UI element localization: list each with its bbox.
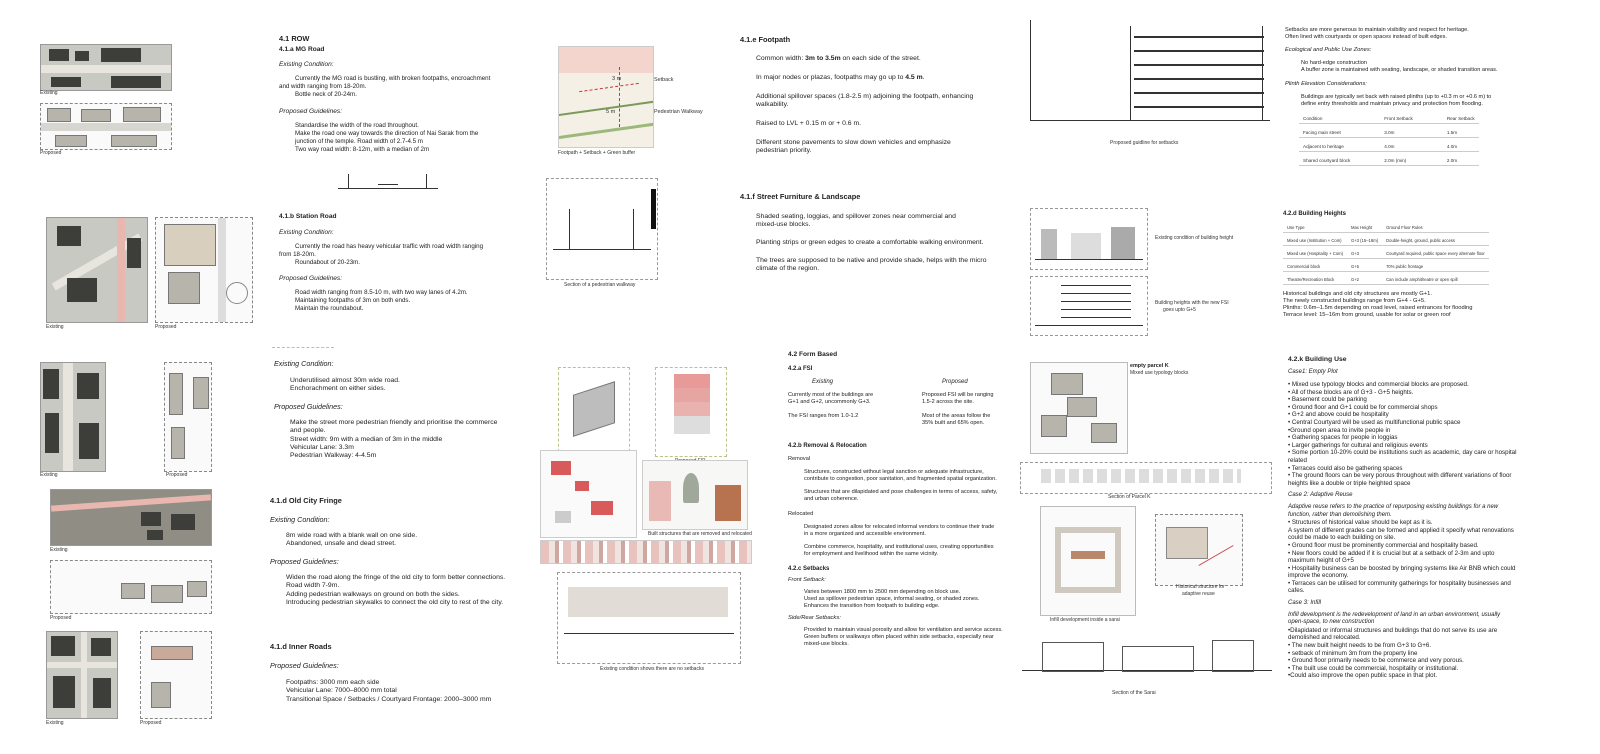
mg-existing-line: Bottle neck of 20-24m.: [295, 91, 357, 98]
row-section: [279, 34, 529, 154]
inner-existing-map: [46, 631, 118, 719]
list-item: •Ground open area to invite people in: [1288, 426, 1391, 434]
walkway-label: Pedestrian Walkway: [654, 109, 703, 115]
height-new-caption: Building heights with the new FSI: [1155, 300, 1229, 306]
table-cell: Mixed use (Hospitality + Com): [1283, 246, 1347, 259]
walkway-section-drawing: [546, 178, 658, 280]
proposed-fsi-diagram: [655, 367, 727, 457]
eco-head: Ecological and Public Use Zones:: [1285, 47, 1372, 53]
table-cell: 1.5m: [1417, 124, 1479, 138]
relocated-line: for employment and livelihood within the same vicinity.: [804, 551, 939, 557]
list-item: • Basement could be parking: [1288, 396, 1367, 404]
setbacks-continued: [1285, 27, 1515, 166]
parcel-k-section: [1020, 462, 1272, 494]
mg-existing-label: Existing Condition:: [279, 61, 334, 68]
table-header: Front Setback: [1354, 114, 1417, 124]
table-header: Use Type: [1283, 223, 1347, 233]
setback-table: [1299, 114, 1479, 166]
station-proposed-caption: Proposed: [155, 324, 177, 330]
fsi-existing-head: Existing: [812, 379, 834, 385]
removal-section: [642, 460, 748, 530]
list-item: • Ground floor primarily needs to be commerce and very porous.: [1288, 657, 1464, 665]
setback-intro-line: Setbacks are more generous to maintain visibility and respect for heritage.: [1285, 27, 1469, 33]
list-item: •Could also improve the open public space in that plot.: [1288, 672, 1438, 680]
mid-proposed-plan: [164, 362, 212, 472]
height-new-caption: goes upto G+5: [1163, 307, 1196, 313]
mg-proposed-label: Proposed Guidelines:: [279, 108, 343, 115]
inner-proposed-line: Transitional Space / Setbacks / Courtyard Frontage: 2000–3000 mm: [286, 695, 492, 703]
mg-proposed-caption: Proposed: [40, 150, 62, 156]
table-header: Rear Setback: [1417, 114, 1479, 124]
relocated-line: Designated zones allow for relocated informal vendors to continue their trade: [804, 524, 995, 530]
list-item: cafes.: [1288, 587, 1305, 595]
mg-existing-caption: Existing: [40, 90, 58, 96]
table-row: [1283, 259, 1489, 272]
table-row: [1283, 272, 1489, 285]
height-new-drawing: [1030, 276, 1148, 336]
fsi-proposed-line: Proposed FSI will be ranging: [922, 392, 994, 398]
list-item: • Hospitality business can be boosted by bringing systems like Air BNB which could: [1288, 564, 1516, 572]
mid-proposed-line: and people.: [290, 427, 326, 435]
front-setback-line: Used as spillover pedestrian space, informal seating, or shaded zones.: [804, 596, 980, 602]
heights-line: Historical buildings and old city structures are mostly G+1.: [1283, 291, 1433, 297]
fringe-existing-line: Abandoned, unsafe and dead street.: [286, 540, 396, 548]
side-setback-head: Side/Rear Setbacks:: [788, 615, 841, 621]
infill-caption: Infill development inside a sarai: [1050, 617, 1120, 623]
mid-existing-caption: Existing: [40, 472, 58, 478]
footpath-section: [740, 35, 1010, 155]
furniture-p2: Planting strips or green edges to create a comfortable walking environment.: [756, 239, 984, 246]
removal-head: Removal: [788, 456, 811, 462]
nosetback-caption: Existing condition shows there are no setbacks: [600, 666, 704, 672]
list-item: maximum height of G+5: [1288, 557, 1354, 565]
heights-line: Plinths: 0.6m–1.5m depending on road level, raised entrances for flooding: [1283, 305, 1473, 311]
fsi-proposed-line: 35% built and 65% open.: [922, 420, 985, 426]
heights-line: The newly constructed buildings range from G+4 - G+5.: [1283, 298, 1426, 304]
list-item: • The ground floors can be very porous throughout with different variations of floor: [1288, 472, 1512, 480]
station-section: [279, 213, 529, 313]
case3-head: Case 3: Infill: [1288, 600, 1322, 607]
station-proposed-label: Proposed Guidelines:: [279, 275, 343, 282]
furniture-p1: Shaded seating, loggias, and spillover zones near commercial and: [756, 213, 956, 220]
table-cell: Theatre/Recreation Block: [1283, 272, 1347, 285]
nosetback-section: [557, 572, 741, 664]
relocated-line: in a more organized and accessible environment.: [804, 531, 926, 537]
inner-proposed-line: Footpaths: 3000 mm each side: [286, 679, 380, 686]
table-header: Max Height: [1347, 223, 1382, 233]
table-cell: Adjacent to heritage: [1299, 138, 1354, 152]
divider-line: [272, 347, 334, 348]
footpath-p3: walkability.: [756, 101, 789, 108]
inner-section: [270, 642, 540, 704]
parcel-k-title: empty parcel K: [1130, 363, 1169, 369]
row-title: 4.1 ROW: [279, 34, 310, 43]
height-existing-drawing: [1030, 208, 1148, 270]
footpath-title: 4.1.e Footpath: [740, 35, 791, 44]
inner-proposed-caption: Proposed: [140, 720, 162, 726]
list-item: A system of different grades can be formed and applied it specify what renovations: [1288, 526, 1514, 534]
mid-proposed-line: Vehicular Lane: 3.3m: [290, 444, 354, 452]
mid-proposed-line: Street width: 9m with a median of 3m in the middle: [290, 435, 443, 443]
dim-5m-label: 5 m: [606, 109, 616, 115]
furniture-section: [740, 192, 1010, 273]
list-item: • Central Courtyard will be used as multifunctional public space: [1288, 418, 1461, 426]
mid-existing-line: Enchorachment on either sides.: [290, 385, 386, 393]
mg-existing-map: [40, 44, 172, 91]
fringe-title: 4.1.d Old City Fringe: [270, 496, 342, 505]
relocated-line: Combine commerce, hospitality, and institutional uses, creating opportunities: [804, 544, 994, 550]
historical-plan: [1155, 514, 1243, 586]
case2-list: [1288, 519, 1578, 595]
mid-proposed-caption: Proposed: [166, 472, 188, 478]
list-item: • The built use could be commercial, hospitality or institutional.: [1288, 664, 1459, 672]
setback-label: Setback: [654, 77, 674, 83]
station-existing-line: from 18-20m.: [279, 251, 316, 258]
fringe-existing-label: Existing Condition:: [270, 515, 330, 524]
historical-caption: Historical structure for: [1176, 584, 1225, 590]
table-cell: Mixed use (Institution + Com): [1283, 233, 1347, 246]
table-row: [1299, 152, 1479, 166]
mg-existing-line: Currently the MG road is bustling, with broken footpaths, encroachment: [295, 75, 491, 82]
table-header: Condition: [1299, 114, 1354, 124]
list-item: • Larger gatherings for cultural and religious events: [1288, 441, 1428, 449]
plinth-line: Buildings are typically set back with raised plinths (up to +0.3 m or +0.6 m) to: [1301, 94, 1492, 100]
mid-road-section: [274, 359, 534, 461]
form-title: 4.2 Form Based: [788, 351, 838, 358]
inner-proposed-label: Proposed Guidelines:: [270, 661, 339, 670]
case3-intro: Infill development is the redevelopment of land in an urban environment, usually: [1288, 612, 1501, 619]
table-cell: 3.0m: [1354, 124, 1417, 138]
side-setback-line: mixed-use blocks.: [804, 641, 849, 647]
removal-line: contribute to congestion, poor sanitation, and fragmented spatial organization.: [804, 476, 997, 482]
table-cell: Courtyard required, public space every alternate floor: [1382, 246, 1489, 259]
side-setback-line: Provided to maintain visual porosity and allow for ventilation and service access.: [804, 627, 1003, 633]
fsi-proposed-line: 1.5-2 across the site.: [922, 399, 974, 405]
table-cell: G+3 (15–18m): [1347, 233, 1382, 246]
table-cell: 4.0m: [1417, 138, 1479, 152]
footpath-p2: In major nodes or plazas, footpaths may go up to 4.5 m.: [756, 74, 925, 81]
fringe-proposed-line: Road width 7-9m.: [286, 582, 340, 590]
fsi-existing-line: G+1 and G+2, uncommonly G+3.: [788, 399, 871, 405]
case2-intro: function, rather than demolishing them.: [1288, 511, 1392, 518]
mid-existing-map: [40, 362, 106, 472]
mid-proposed-label: Proposed Guidelines:: [274, 401, 343, 411]
fringe-proposed-label: Proposed Guidelines:: [270, 556, 339, 566]
list-item: • Structures of historical value should be kept as it is.: [1288, 519, 1433, 527]
station-proposed-line: Maintain the roundabout.: [295, 305, 364, 312]
footpath-p1: Common width: 3m to 3.5m on each side of the street.: [756, 55, 921, 62]
list-item: • New floors could be added if it is crucial but at a setback of 2-3m and upto: [1288, 549, 1495, 557]
mg-proposed-line: Two way road width: 8-12m, with a median of 2m: [295, 146, 430, 153]
infill-plan: [1040, 506, 1136, 616]
fringe-proposed-caption: Proposed: [50, 615, 72, 621]
mg-proposed-line: Standardise the width of the road throughout.: [295, 122, 419, 129]
mid-proposed-line: Pedestrian Walkway: 4-4.5m: [290, 452, 377, 460]
station-existing-caption: Existing: [46, 324, 64, 330]
fringe-proposed-plan: [50, 560, 212, 614]
table-row: [1283, 233, 1489, 246]
table-cell: G+2: [1347, 272, 1382, 285]
station-existing-map: [46, 217, 148, 323]
list-item: related: [1288, 456, 1307, 464]
mid-existing-label: Existing Condition:: [274, 359, 334, 368]
buffer-diagram: [558, 46, 654, 148]
table-row: [1299, 138, 1479, 152]
furniture-p1: mixed-use blocks.: [756, 221, 811, 228]
mg-proposed-line: Make the road one way towards the direction of Nai Sarak from the: [295, 130, 479, 137]
case3-intro: open-space, to new construction: [1288, 619, 1375, 626]
dim-3m-label: 3 m: [612, 76, 622, 82]
setbacks-title: 4.2.c Setbacks: [788, 566, 830, 572]
fringe-section: [270, 496, 540, 607]
list-item: improve the economy.: [1288, 572, 1349, 580]
case1-list: [1288, 381, 1578, 487]
height-table: [1283, 223, 1489, 285]
list-item: • Some portion 10-20% could be institutions such as academic, day care or hospital: [1288, 449, 1517, 457]
table-cell: Double-height, ground, public access: [1382, 233, 1489, 246]
table-cell: Facing main street: [1299, 124, 1354, 138]
fringe-existing-caption: Existing: [50, 547, 68, 553]
removal-elevation-strip: [540, 540, 752, 564]
removed-caption: Built structures that are removed and relocated: [648, 531, 752, 537]
list-item: • Ground floor and G+1 could be for commercial shops: [1288, 403, 1438, 411]
front-setback-head: Front Setback:: [788, 577, 826, 583]
case1-head: Case1: Empty Plot: [1288, 369, 1338, 375]
fringe-existing-map: [50, 489, 212, 546]
sarai-caption: Section of the Sarai: [1112, 690, 1156, 696]
parcel-k-section-caption: Section of Parcel K: [1108, 494, 1151, 500]
footpath-p3: Additional spillover spaces (1.8-2.5 m) adjoining the footpath, enhancing: [756, 93, 974, 100]
list-item: • Mixed use typology blocks and commercial blocks are proposed.: [1288, 381, 1469, 388]
table-cell: Shared courtyard block: [1299, 152, 1354, 166]
removal-line: and urban coherence.: [804, 496, 859, 502]
case3-list: [1288, 627, 1578, 680]
table-cell: G+5: [1347, 259, 1382, 272]
mg-proposed-plan: [40, 103, 172, 150]
furniture-p3: climate of the region.: [756, 265, 820, 272]
relocated-head: Relocated: [788, 511, 814, 517]
table-cell: 2.0m (min): [1354, 152, 1417, 166]
list-item: • The new built height needs to be from G+3 to G+6.: [1288, 642, 1432, 650]
existing-fsi-diagram: [558, 367, 630, 457]
station-existing-line: Roundabout of 20-23m.: [295, 259, 361, 266]
fsi-existing-line: Currently most of the buildings are: [788, 392, 874, 398]
table-header-row: [1283, 223, 1489, 233]
front-setback-line: Enhances the transition from footpath to building edge.: [804, 603, 940, 609]
list-item: • Terraces could also be gathering spaces: [1288, 464, 1403, 472]
parcel-k-plan: [1030, 362, 1128, 454]
setback-intro-line: Often lined with courtyards or open spaces instead of built edges.: [1285, 34, 1448, 40]
table-row: [1299, 124, 1479, 138]
case2-head: Case 2: Adaptive Reuse: [1288, 492, 1353, 499]
table-header: Ground Floor Rules: [1382, 223, 1489, 233]
list-item: • Ground floor must be prominently commercial and hospitality based.: [1288, 541, 1479, 549]
table-cell: Commercial block: [1283, 259, 1347, 272]
walkway-caption: Section of a pedestrian walkway: [564, 282, 636, 288]
mg-road-section-drawing: [338, 166, 438, 196]
station-existing-line: Currently the road has heavy vehicular traffic with road width ranging: [295, 243, 484, 250]
table-cell: 4.0m: [1354, 138, 1417, 152]
fringe-proposed-line: Introducing pedestrian skywalks to connect the old city to rest of the city.: [286, 599, 504, 607]
eco-line: No hard-edge construction: [1301, 60, 1367, 66]
parcel-k-sub: Mixed use typology blocks: [1130, 370, 1189, 376]
list-item: • All of these blocks are of G+3 - G+5 heights.: [1288, 388, 1414, 396]
footpath-p4: Raised to LVL + 0.15 m or + 0.6 m.: [756, 120, 862, 127]
station-proposed-line: Maintaining footpaths of 3m on both ends.: [295, 297, 411, 304]
list-item: demolished and relocated.: [1288, 634, 1361, 642]
fringe-existing-line: 8m wide road with a blank wall on one side.: [286, 532, 418, 539]
fsi-existing-line: The FSI ranges from 1.0-1.2: [788, 413, 859, 419]
table-cell: Can include amphitheatre or open spill: [1382, 272, 1489, 285]
case2-intro: Adaptive reuse refers to the practice of repurposing existing buildings for a new: [1288, 504, 1499, 511]
footpath-p5: pedestrian priority.: [756, 147, 812, 154]
building-use-section: [1288, 356, 1578, 680]
heights-line: Terrace level: 15–16m from ground, usable for solar or green roof: [1283, 312, 1451, 318]
mg-proposed-line: junction of the temple. Road width of 2.7-4.5 m: [295, 138, 423, 145]
fsi-title: 4.2.a FSI: [788, 366, 813, 372]
use-title: 4.2.k Building Use: [1288, 356, 1347, 363]
list-item: •Dilapidated or informal structures and buildings that do not serve its use are: [1288, 626, 1498, 634]
table-cell: 2.0m: [1417, 152, 1479, 166]
setback-guideline-caption: Proposed guidline for setbacks: [1110, 140, 1179, 146]
table-cell: 70% public frontage: [1382, 259, 1489, 272]
front-setback-line: Varies between 1800 mm to 2500 mm depending on block use.: [804, 589, 961, 595]
side-setback-line: Green buffers or walkways often placed within side setbacks, especially near: [804, 634, 994, 640]
plinth-line: define entry thresholds and maintain privacy and protection from flooding.: [1301, 101, 1483, 107]
historical-caption: adaptive reuse: [1182, 591, 1215, 597]
mid-proposed-line: Make the street more pedestrian friendly and prioritise the commerce: [290, 418, 498, 426]
heights-title: 4.2.d Building Heights: [1283, 211, 1347, 217]
fringe-proposed-line: Adding pedestrian walkways on ground on both the sides.: [286, 590, 460, 598]
table-header-row: [1299, 114, 1479, 124]
eco-line: A buffer zone is maintained with seating, landscape, or shaded transition areas.: [1301, 67, 1498, 73]
list-item: heights like a double or triple heighted space: [1288, 479, 1411, 487]
height-existing-caption: Existing condition of building height: [1155, 235, 1234, 241]
station-proposed-line: Road width ranging from 8.5-10 m, with two way lanes of 4.2m.: [295, 289, 468, 296]
mid-existing-line: Underutilised almost 30m wide road.: [290, 377, 400, 384]
list-item: • G+2 and above could be hospitality: [1288, 411, 1389, 419]
inner-title: 4.1.d Inner Roads: [270, 642, 332, 651]
table-cell: G+3: [1347, 246, 1382, 259]
mg-existing-line: and width ranging from 18-20m.: [279, 83, 367, 90]
fringe-proposed-line: Widen the road along the fringe of the old city to form better connections.: [286, 573, 506, 581]
station-proposed-plan: [155, 217, 253, 323]
list-item: • setback of minimum 3m from the property line: [1288, 649, 1418, 657]
form-based-section: [788, 351, 1038, 648]
removal-plan: [540, 450, 637, 538]
fsi-proposed-head: Proposed: [942, 379, 968, 385]
furniture-p3: The trees are supposed to be native and provide shade, helps with the micro: [756, 257, 987, 264]
list-item: • Terraces can be utilised for community gatherings for hospitality businesses and: [1288, 579, 1511, 587]
buffer-caption: Footpath + Setback + Green buffer: [558, 150, 636, 156]
station-existing-label: Existing Condition:: [279, 229, 334, 236]
removal-title: 4.2.b Removal & Relocation: [788, 443, 867, 449]
list-item: could be made to each building on site.: [1288, 534, 1396, 542]
inner-proposed-plan: [140, 631, 212, 719]
station-title: 4.1.b Station Road: [279, 213, 337, 220]
sarai-section-drawing: [1022, 632, 1272, 680]
removal-line: Structures, constructed without legal sanction or adequate infrastructure,: [804, 469, 984, 475]
furniture-title: 4.1.f Street Furniture & Landscape: [740, 192, 861, 201]
building-heights-section: [1283, 211, 1513, 319]
list-item: • Gathering spaces for people in loggias: [1288, 434, 1398, 442]
inner-proposed-line: Vehicular Lane: 7000–8000 mm total: [286, 687, 397, 695]
plinth-head: Plinth Elevation Considerations:: [1285, 81, 1367, 87]
fsi-proposed-line: Most of the areas follow the: [922, 413, 991, 419]
removal-line: Structures that are dilapidated and pose challenges in terms of access, safety,: [804, 489, 998, 495]
mg-road-title: 4.1.a MG Road: [279, 46, 325, 53]
footpath-p5: Different stone pavements to slow down vehicles and emphasize: [756, 139, 951, 146]
table-row: [1283, 246, 1489, 259]
setback-guideline-drawing: [1030, 20, 1270, 130]
inner-existing-caption: Existing: [46, 720, 64, 726]
